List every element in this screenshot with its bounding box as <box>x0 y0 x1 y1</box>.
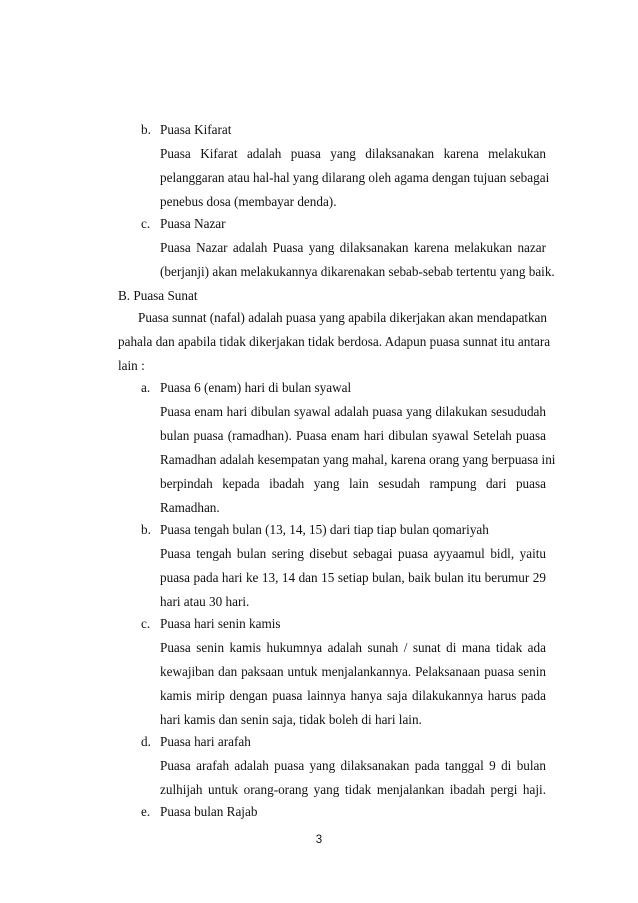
paragraph-line: puasa pada hari ke 13, 14 dan 15 setiap bulan, baik bulan itu berumur 29 <box>160 570 546 585</box>
paragraph-line: Puasa Nazar adalah Puasa yang dilaksanakan karena melakukan nazar <box>160 240 546 255</box>
list-label: a. <box>141 380 151 395</box>
item-title: Puasa hari arafah <box>160 734 251 749</box>
paragraph-line: kewajiban dan paksaan untuk menjalankannya. Pelaksanaan puasa senin <box>160 664 546 679</box>
paragraph-line: zulhijah untuk orang-orang yang tidak menjalankan ibadah pergi haji. <box>160 782 546 797</box>
item-title: Puasa bulan Rajab <box>160 804 258 819</box>
paragraph-line: kamis mirip dengan puasa lainnya hanya saja dilakukannya harus pada <box>160 688 546 703</box>
paragraph-line: lain : <box>118 358 145 373</box>
paragraph-line: berpindah kepada ibadah yang lain sesudah rampung dari puasa <box>160 476 546 491</box>
list-label: b. <box>141 122 151 137</box>
paragraph-line: Puasa sunnat (nafal) adalah puasa yang apabila dikerjakan akan mendapatkan <box>138 310 548 325</box>
paragraph-line: Puasa enam hari dibulan syawal adalah puasa yang dilakukan sesududah <box>160 404 546 419</box>
list-label: e. <box>141 804 151 819</box>
list-label: b. <box>141 522 151 537</box>
paragraph-line: Ramadhan. <box>160 500 220 515</box>
paragraph-line: penebus dosa (membayar denda). <box>160 194 337 209</box>
list-label: c. <box>141 616 151 631</box>
list-label: d. <box>141 734 151 749</box>
item-title: Puasa 6 (enam) hari di bulan syawal <box>160 380 352 395</box>
page-number: 3 <box>315 834 323 846</box>
item-title: Puasa Nazar <box>160 216 226 231</box>
paragraph-line: pahala dan apabila tidak dikerjakan tidak berdosa. Adapun puasa sunnat itu antara <box>118 334 551 349</box>
paragraph-line: Puasa senin kamis hukumnya adalah sunah / sunat di mana tidak ada <box>160 640 546 655</box>
paragraph-line: hari kamis dan senin saja, tidak boleh di hari lain. <box>160 712 422 727</box>
item-title: Puasa Kifarat <box>160 122 232 137</box>
paragraph-line: Puasa tengah bulan sering disebut sebagai puasa ayyaamul bidl, yaitu <box>160 546 546 561</box>
paragraph-line: Puasa Kifarat adalah puasa yang dilaksanakan karena melakukan <box>160 146 546 161</box>
paragraph-line: Puasa arafah adalah puasa yang dilaksanakan pada tanggal 9 di bulan <box>160 758 546 773</box>
list-label: c. <box>141 216 151 231</box>
paragraph-line: pelanggaran atau hal-hal yang dilarang oleh agama dengan tujuan sebagai <box>160 170 550 185</box>
section-heading: B. Puasa Sunat <box>118 288 198 303</box>
paragraph-line: hari atau 30 hari. <box>160 594 250 609</box>
paragraph-line: Ramadhan adalah kesempatan yang mahal, karena orang yang berpuasa ini <box>160 452 556 467</box>
paragraph-line: bulan puasa (ramadhan). Puasa enam hari dibulan syawal Setelah puasa <box>160 428 546 443</box>
paragraph-line: (berjanji) akan melakukannya dikarenakan sebab-sebab tertentu yang baik. <box>160 264 555 279</box>
item-title: Puasa hari senin kamis <box>160 616 281 631</box>
item-title: Puasa tengah bulan (13, 14, 15) dari tiap tiap bulan qomariyah <box>160 522 489 537</box>
